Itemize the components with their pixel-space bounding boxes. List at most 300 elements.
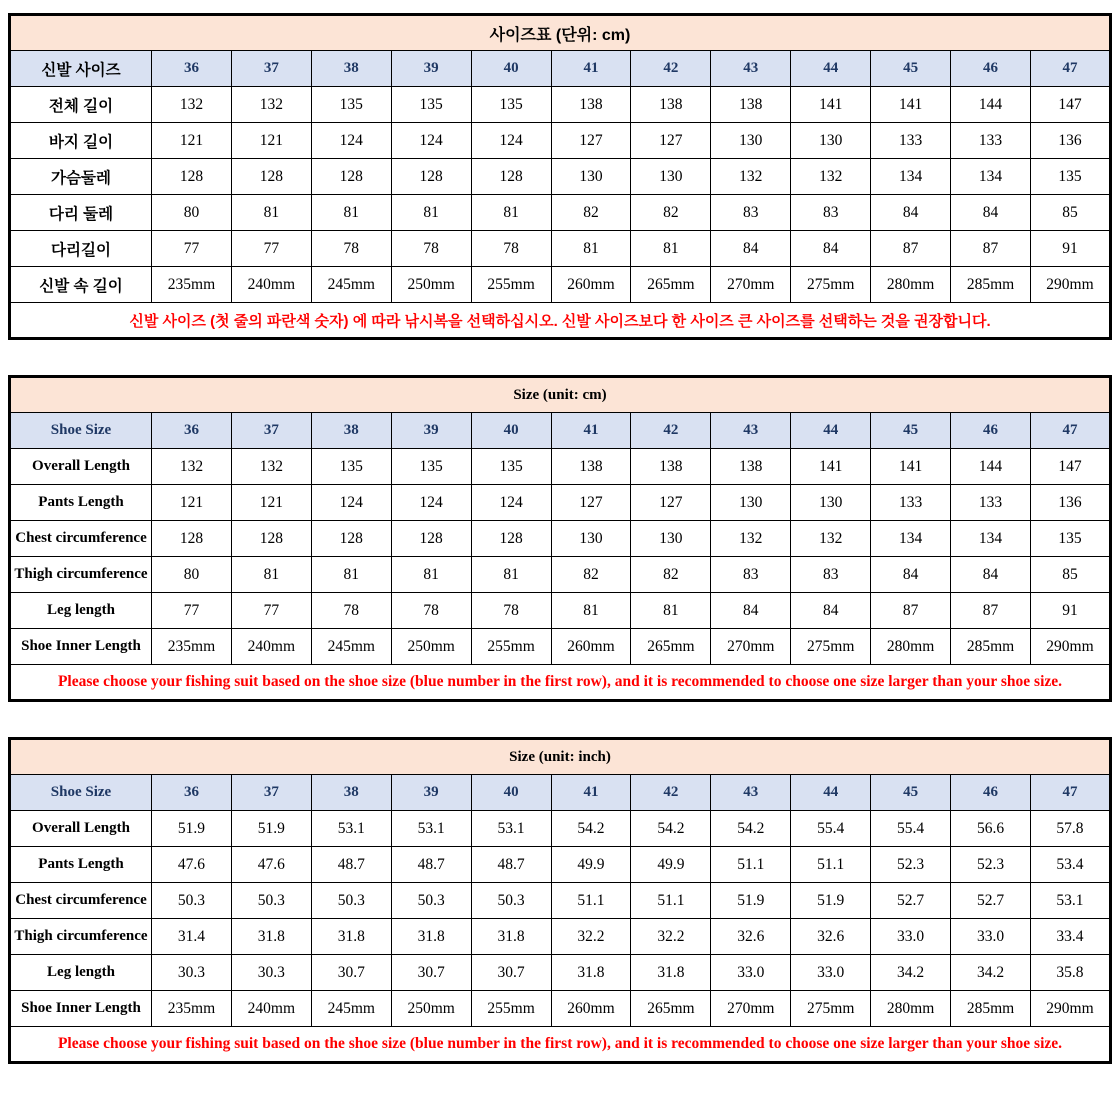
- value-cell: 270mm: [711, 629, 791, 665]
- value-cell: 54.2: [711, 811, 791, 847]
- value-cell: 128: [231, 521, 311, 557]
- value-cell: 130: [551, 521, 631, 557]
- row-label: Chest circumference: [10, 883, 152, 919]
- value-cell: 84: [951, 557, 1031, 593]
- value-cell: 81: [471, 557, 551, 593]
- value-cell: 33.0: [711, 955, 791, 991]
- value-cell: 91: [1030, 593, 1110, 629]
- value-cell: 132: [711, 159, 791, 195]
- value-cell: 55.4: [791, 811, 871, 847]
- value-cell: 83: [711, 195, 791, 231]
- value-cell: 147: [1030, 449, 1110, 485]
- value-cell: 285mm: [951, 267, 1031, 303]
- value-cell: 80: [152, 557, 232, 593]
- value-cell: 30.3: [152, 955, 232, 991]
- value-cell: 84: [711, 231, 791, 267]
- value-cell: 130: [551, 159, 631, 195]
- header-row-label: Shoe Size: [10, 413, 152, 449]
- value-cell: 138: [631, 87, 711, 123]
- value-cell: 133: [951, 123, 1031, 159]
- table-note: Please choose your fishing suit based on the shoe size (blue number in the first row), and it is recommended to choose one size larger than your shoe size.: [10, 1027, 1111, 1063]
- value-cell: 53.4: [1030, 847, 1110, 883]
- value-cell: 130: [631, 521, 711, 557]
- value-cell: 50.3: [231, 883, 311, 919]
- value-cell: 34.2: [871, 955, 951, 991]
- value-cell: 260mm: [551, 991, 631, 1027]
- value-cell: 280mm: [871, 991, 951, 1027]
- value-cell: 124: [471, 485, 551, 521]
- value-cell: 31.8: [471, 919, 551, 955]
- value-cell: 77: [152, 231, 232, 267]
- table-title-row: [10, 739, 1111, 775]
- value-cell: 84: [951, 195, 1031, 231]
- value-cell: 87: [871, 231, 951, 267]
- value-cell: 51.9: [231, 811, 311, 847]
- shoe-size-value: 43: [711, 413, 791, 449]
- value-cell: 138: [711, 449, 791, 485]
- value-cell: 250mm: [391, 991, 471, 1027]
- table-row: [10, 521, 1111, 557]
- value-cell: 141: [791, 87, 871, 123]
- shoe-size-header-row: [10, 413, 1111, 449]
- value-cell: 130: [711, 485, 791, 521]
- value-cell: 128: [152, 159, 232, 195]
- row-label: Leg length: [10, 955, 152, 991]
- value-cell: 85: [1030, 557, 1110, 593]
- value-cell: 81: [311, 557, 391, 593]
- value-cell: 260mm: [551, 629, 631, 665]
- value-cell: 128: [471, 159, 551, 195]
- table-row: [10, 991, 1111, 1027]
- value-cell: 78: [471, 593, 551, 629]
- value-cell: 135: [471, 87, 551, 123]
- value-cell: 32.6: [791, 919, 871, 955]
- shoe-size-value: 41: [551, 51, 631, 87]
- value-cell: 136: [1030, 123, 1110, 159]
- shoe-size-value: 39: [391, 775, 471, 811]
- value-cell: 134: [871, 159, 951, 195]
- shoe-size-value: 47: [1030, 413, 1110, 449]
- english-inch-size-table: [8, 737, 1112, 1064]
- table-note-row: [10, 303, 1111, 339]
- value-cell: 31.8: [391, 919, 471, 955]
- value-cell: 134: [951, 521, 1031, 557]
- row-label: 다리 둘레: [10, 195, 152, 231]
- shoe-size-value: 43: [711, 51, 791, 87]
- value-cell: 275mm: [791, 267, 871, 303]
- header-row-label: 신발 사이즈: [10, 51, 152, 87]
- value-cell: 127: [631, 123, 711, 159]
- value-cell: 141: [871, 87, 951, 123]
- value-cell: 133: [871, 485, 951, 521]
- value-cell: 235mm: [152, 629, 232, 665]
- value-cell: 33.0: [951, 919, 1031, 955]
- value-cell: 121: [152, 485, 232, 521]
- value-cell: 133: [871, 123, 951, 159]
- value-cell: 250mm: [391, 267, 471, 303]
- value-cell: 52.7: [951, 883, 1031, 919]
- value-cell: 135: [311, 449, 391, 485]
- value-cell: 82: [551, 195, 631, 231]
- value-cell: 290mm: [1030, 267, 1110, 303]
- value-cell: 30.7: [391, 955, 471, 991]
- value-cell: 135: [471, 449, 551, 485]
- shoe-size-value: 42: [631, 413, 711, 449]
- value-cell: 81: [551, 593, 631, 629]
- shoe-size-value: 46: [951, 51, 1031, 87]
- table-row: [10, 593, 1111, 629]
- value-cell: 50.3: [391, 883, 471, 919]
- value-cell: 128: [391, 521, 471, 557]
- shoe-size-value: 47: [1030, 51, 1110, 87]
- row-label: Shoe Inner Length: [10, 991, 152, 1027]
- shoe-size-value: 43: [711, 775, 791, 811]
- value-cell: 84: [791, 593, 871, 629]
- shoe-size-value: 39: [391, 413, 471, 449]
- value-cell: 30.7: [471, 955, 551, 991]
- row-label: Pants Length: [10, 847, 152, 883]
- value-cell: 51.9: [791, 883, 871, 919]
- shoe-size-value: 39: [391, 51, 471, 87]
- value-cell: 240mm: [231, 267, 311, 303]
- value-cell: 81: [391, 557, 471, 593]
- value-cell: 81: [631, 231, 711, 267]
- table-row: [10, 811, 1111, 847]
- value-cell: 31.8: [231, 919, 311, 955]
- value-cell: 56.6: [951, 811, 1031, 847]
- value-cell: 47.6: [231, 847, 311, 883]
- value-cell: 135: [1030, 521, 1110, 557]
- value-cell: 30.7: [311, 955, 391, 991]
- value-cell: 77: [231, 593, 311, 629]
- value-cell: 51.1: [791, 847, 871, 883]
- shoe-size-value: 46: [951, 413, 1031, 449]
- value-cell: 82: [631, 195, 711, 231]
- header-row-label: Shoe Size: [10, 775, 152, 811]
- value-cell: 53.1: [1030, 883, 1110, 919]
- value-cell: 260mm: [551, 267, 631, 303]
- value-cell: 81: [391, 195, 471, 231]
- table-row: [10, 883, 1111, 919]
- value-cell: 87: [951, 593, 1031, 629]
- value-cell: 130: [631, 159, 711, 195]
- english-cm-size-table: [8, 375, 1112, 702]
- value-cell: 128: [311, 159, 391, 195]
- value-cell: 121: [231, 123, 311, 159]
- value-cell: 83: [711, 557, 791, 593]
- value-cell: 275mm: [791, 991, 871, 1027]
- value-cell: 290mm: [1030, 991, 1110, 1027]
- value-cell: 85: [1030, 195, 1110, 231]
- value-cell: 132: [791, 159, 871, 195]
- shoe-size-value: 36: [152, 775, 232, 811]
- value-cell: 55.4: [871, 811, 951, 847]
- value-cell: 53.1: [391, 811, 471, 847]
- row-label: Thigh circumference: [10, 919, 152, 955]
- value-cell: 285mm: [951, 629, 1031, 665]
- value-cell: 128: [311, 521, 391, 557]
- value-cell: 77: [152, 593, 232, 629]
- value-cell: 245mm: [311, 267, 391, 303]
- shoe-size-value: 40: [471, 775, 551, 811]
- value-cell: 135: [391, 449, 471, 485]
- table-note: Please choose your fishing suit based on the shoe size (blue number in the first row), and it is recommended to choose one size larger than your shoe size.: [10, 665, 1111, 701]
- shoe-size-value: 42: [631, 51, 711, 87]
- table-note-row: [10, 665, 1111, 701]
- value-cell: 124: [391, 123, 471, 159]
- value-cell: 52.3: [951, 847, 1031, 883]
- value-cell: 31.8: [311, 919, 391, 955]
- value-cell: 136: [1030, 485, 1110, 521]
- value-cell: 128: [231, 159, 311, 195]
- value-cell: 83: [791, 195, 871, 231]
- shoe-size-value: 42: [631, 775, 711, 811]
- value-cell: 124: [311, 123, 391, 159]
- value-cell: 30.3: [231, 955, 311, 991]
- value-cell: 81: [471, 195, 551, 231]
- value-cell: 57.8: [1030, 811, 1110, 847]
- value-cell: 133: [951, 485, 1031, 521]
- table-row: [10, 449, 1111, 485]
- value-cell: 32.2: [551, 919, 631, 955]
- table-title: Size (unit: inch): [10, 739, 1111, 775]
- value-cell: 49.9: [631, 847, 711, 883]
- value-cell: 81: [631, 593, 711, 629]
- value-cell: 280mm: [871, 629, 951, 665]
- value-cell: 255mm: [471, 267, 551, 303]
- value-cell: 255mm: [471, 991, 551, 1027]
- value-cell: 134: [871, 521, 951, 557]
- value-cell: 245mm: [311, 991, 391, 1027]
- value-cell: 132: [152, 87, 232, 123]
- table-row: [10, 195, 1111, 231]
- value-cell: 48.7: [391, 847, 471, 883]
- value-cell: 81: [231, 195, 311, 231]
- row-label: Shoe Inner Length: [10, 629, 152, 665]
- value-cell: 91: [1030, 231, 1110, 267]
- shoe-size-header-row: [10, 775, 1111, 811]
- table-title: 사이즈표 (단위: cm): [10, 15, 1111, 51]
- korean-cm-size-table: [8, 13, 1112, 340]
- value-cell: 135: [391, 87, 471, 123]
- shoe-size-header-row: [10, 51, 1111, 87]
- value-cell: 290mm: [1030, 629, 1110, 665]
- value-cell: 134: [951, 159, 1031, 195]
- value-cell: 132: [231, 87, 311, 123]
- value-cell: 84: [791, 231, 871, 267]
- value-cell: 82: [631, 557, 711, 593]
- table-row: [10, 847, 1111, 883]
- value-cell: 280mm: [871, 267, 951, 303]
- value-cell: 128: [391, 159, 471, 195]
- value-cell: 78: [311, 593, 391, 629]
- shoe-size-value: 37: [231, 51, 311, 87]
- value-cell: 130: [791, 485, 871, 521]
- table-title-row: [10, 377, 1111, 413]
- value-cell: 53.1: [471, 811, 551, 847]
- value-cell: 128: [471, 521, 551, 557]
- value-cell: 32.6: [711, 919, 791, 955]
- table-row: [10, 629, 1111, 665]
- value-cell: 80: [152, 195, 232, 231]
- table-row: [10, 919, 1111, 955]
- value-cell: 135: [311, 87, 391, 123]
- shoe-size-value: 44: [791, 775, 871, 811]
- value-cell: 84: [711, 593, 791, 629]
- value-cell: 265mm: [631, 267, 711, 303]
- value-cell: 285mm: [951, 991, 1031, 1027]
- value-cell: 84: [871, 195, 951, 231]
- value-cell: 50.3: [311, 883, 391, 919]
- value-cell: 35.8: [1030, 955, 1110, 991]
- value-cell: 141: [871, 449, 951, 485]
- value-cell: 128: [152, 521, 232, 557]
- value-cell: 144: [951, 87, 1031, 123]
- value-cell: 32.2: [631, 919, 711, 955]
- value-cell: 121: [231, 485, 311, 521]
- shoe-size-value: 44: [791, 51, 871, 87]
- row-label: 전체 길이: [10, 87, 152, 123]
- table-row: [10, 485, 1111, 521]
- value-cell: 83: [791, 557, 871, 593]
- value-cell: 33.4: [1030, 919, 1110, 955]
- value-cell: 138: [631, 449, 711, 485]
- shoe-size-value: 44: [791, 413, 871, 449]
- value-cell: 240mm: [231, 991, 311, 1027]
- shoe-size-value: 41: [551, 413, 631, 449]
- shoe-size-value: 47: [1030, 775, 1110, 811]
- value-cell: 51.1: [631, 883, 711, 919]
- table-row: [10, 231, 1111, 267]
- value-cell: 240mm: [231, 629, 311, 665]
- row-label: 가슴둘레: [10, 159, 152, 195]
- value-cell: 138: [551, 449, 631, 485]
- shoe-size-value: 46: [951, 775, 1031, 811]
- shoe-size-value: 45: [871, 51, 951, 87]
- value-cell: 51.9: [711, 883, 791, 919]
- value-cell: 87: [951, 231, 1031, 267]
- shoe-size-value: 38: [311, 51, 391, 87]
- value-cell: 130: [791, 123, 871, 159]
- shoe-size-value: 37: [231, 413, 311, 449]
- value-cell: 77: [231, 231, 311, 267]
- table-row: [10, 87, 1111, 123]
- value-cell: 132: [711, 521, 791, 557]
- value-cell: 53.1: [311, 811, 391, 847]
- row-label: Pants Length: [10, 485, 152, 521]
- shoe-size-value: 36: [152, 51, 232, 87]
- value-cell: 265mm: [631, 991, 711, 1027]
- table-row: [10, 557, 1111, 593]
- value-cell: 127: [551, 123, 631, 159]
- value-cell: 31.8: [631, 955, 711, 991]
- value-cell: 124: [391, 485, 471, 521]
- value-cell: 147: [1030, 87, 1110, 123]
- value-cell: 235mm: [152, 991, 232, 1027]
- value-cell: 235mm: [152, 267, 232, 303]
- value-cell: 54.2: [551, 811, 631, 847]
- value-cell: 87: [871, 593, 951, 629]
- value-cell: 130: [711, 123, 791, 159]
- value-cell: 33.0: [871, 919, 951, 955]
- table-row: [10, 159, 1111, 195]
- table-title-row: [10, 15, 1111, 51]
- value-cell: 270mm: [711, 267, 791, 303]
- shoe-size-value: 37: [231, 775, 311, 811]
- value-cell: 250mm: [391, 629, 471, 665]
- value-cell: 82: [551, 557, 631, 593]
- value-cell: 121: [152, 123, 232, 159]
- value-cell: 50.3: [152, 883, 232, 919]
- value-cell: 52.7: [871, 883, 951, 919]
- value-cell: 245mm: [311, 629, 391, 665]
- row-label: Chest circumference: [10, 521, 152, 557]
- value-cell: 49.9: [551, 847, 631, 883]
- value-cell: 141: [791, 449, 871, 485]
- row-label: 다리길이: [10, 231, 152, 267]
- value-cell: 127: [551, 485, 631, 521]
- value-cell: 135: [1030, 159, 1110, 195]
- value-cell: 48.7: [471, 847, 551, 883]
- value-cell: 84: [871, 557, 951, 593]
- value-cell: 138: [711, 87, 791, 123]
- row-label: 신발 속 길이: [10, 267, 152, 303]
- value-cell: 78: [391, 593, 471, 629]
- shoe-size-value: 38: [311, 775, 391, 811]
- row-label: Thigh circumference: [10, 557, 152, 593]
- value-cell: 48.7: [311, 847, 391, 883]
- value-cell: 138: [551, 87, 631, 123]
- value-cell: 81: [231, 557, 311, 593]
- table-note: 신발 사이즈 (첫 줄의 파란색 숫자) 에 따라 낚시복을 선택하십시오. 신발 사이즈보다 한 사이즈 큰 사이즈를 선택하는 것을 권장합니다.: [10, 303, 1111, 339]
- value-cell: 124: [471, 123, 551, 159]
- row-label: 바지 길이: [10, 123, 152, 159]
- shoe-size-value: 45: [871, 413, 951, 449]
- value-cell: 78: [471, 231, 551, 267]
- value-cell: 78: [311, 231, 391, 267]
- value-cell: 144: [951, 449, 1031, 485]
- table-row: [10, 955, 1111, 991]
- value-cell: 132: [791, 521, 871, 557]
- shoe-size-value: 38: [311, 413, 391, 449]
- row-label: Overall Length: [10, 811, 152, 847]
- value-cell: 50.3: [471, 883, 551, 919]
- value-cell: 255mm: [471, 629, 551, 665]
- value-cell: 127: [631, 485, 711, 521]
- value-cell: 47.6: [152, 847, 232, 883]
- table-title: Size (unit: cm): [10, 377, 1111, 413]
- row-label: Leg length: [10, 593, 152, 629]
- value-cell: 54.2: [631, 811, 711, 847]
- value-cell: 132: [231, 449, 311, 485]
- value-cell: 78: [391, 231, 471, 267]
- value-cell: 81: [311, 195, 391, 231]
- value-cell: 51.9: [152, 811, 232, 847]
- value-cell: 51.1: [711, 847, 791, 883]
- shoe-size-value: 45: [871, 775, 951, 811]
- value-cell: 34.2: [951, 955, 1031, 991]
- value-cell: 132: [152, 449, 232, 485]
- shoe-size-value: 36: [152, 413, 232, 449]
- row-label: Overall Length: [10, 449, 152, 485]
- shoe-size-value: 40: [471, 51, 551, 87]
- table-row: [10, 123, 1111, 159]
- shoe-size-value: 40: [471, 413, 551, 449]
- value-cell: 31.4: [152, 919, 232, 955]
- table-note-row: [10, 1027, 1111, 1063]
- value-cell: 265mm: [631, 629, 711, 665]
- value-cell: 275mm: [791, 629, 871, 665]
